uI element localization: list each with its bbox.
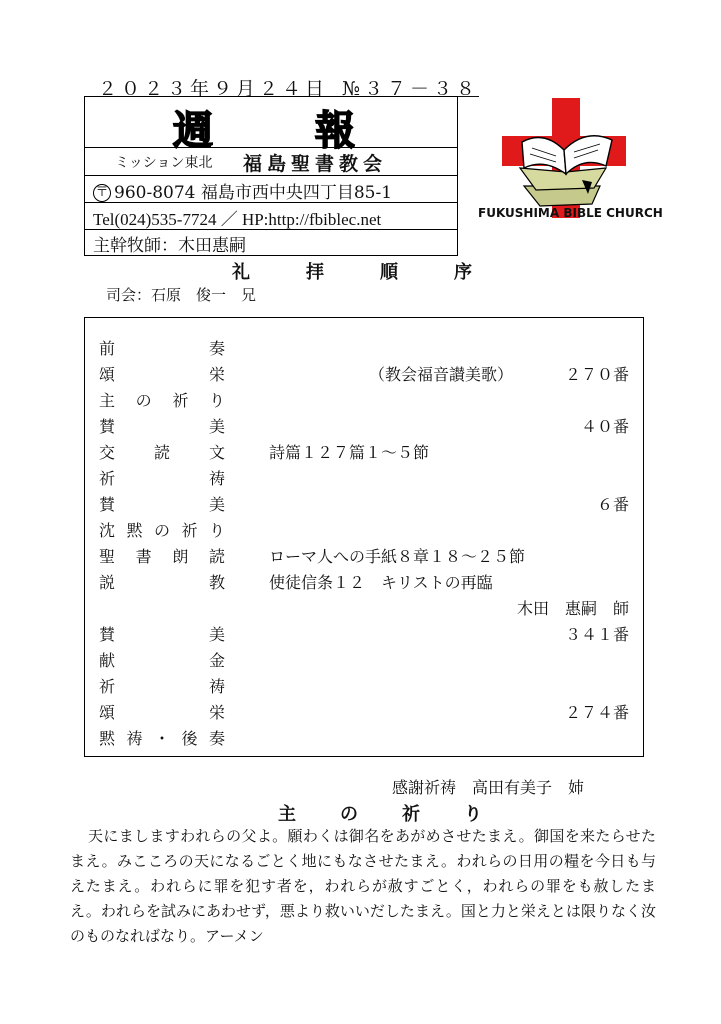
presider: 司会：石原 俊一 兄 (106, 286, 257, 304)
title-char-2: 報 (315, 108, 355, 154)
order-item-detail: ローマ人への手紙８章１８～２５節 (269, 547, 526, 566)
order-item (99, 362, 629, 384)
pastor-row (85, 230, 457, 255)
pastor-name: 主幹牧師：木田惠嗣 (93, 236, 246, 256)
order-item (99, 570, 629, 592)
order-item-number: ６番 (596, 495, 629, 514)
contact-text: Tel(024)535-7724 ／ HP:http://fbiblec.net (93, 210, 382, 229)
order-item-note: （教会福音讃美歌） (369, 365, 514, 384)
title-char-1: 週 (173, 108, 213, 154)
logo-text: FUKUSHIMA BIBLE CHURCH (478, 206, 663, 220)
order-item-label: 聖 書 朗 読 (99, 547, 225, 566)
order-item-label: 主 の 祈 り (99, 391, 225, 410)
mission-name: ミッション東北 (115, 155, 213, 171)
order-item (99, 414, 629, 436)
order-item-detail: 詩篇１２７篇１～５節 (269, 443, 430, 462)
address-text: 960-8074 福島市西中央四丁目85-1 (114, 183, 393, 203)
order-item (99, 388, 629, 410)
order-item-detail: 使徒信条１２ キリストの再臨 (269, 573, 493, 592)
order-item (99, 674, 629, 696)
order-item (99, 492, 629, 514)
service-order-title: 礼拝順序 (232, 262, 528, 283)
order-item-label: 頌 栄 (99, 365, 225, 384)
order-item-label: 頌 栄 (99, 703, 225, 722)
order-item-label: 交 読 文 (99, 443, 225, 462)
order-item (99, 466, 629, 488)
order-item-label: 賛 美 (99, 417, 225, 436)
order-item-label: 祈 祷 (99, 469, 225, 488)
address (93, 178, 392, 203)
lords-prayer-title: 主の祈り (278, 804, 526, 825)
order-item-label: 沈 黙 の 祈 り (99, 521, 225, 540)
order-item-label: 前 奏 (99, 339, 225, 358)
order-item-label: 賛 美 (99, 625, 225, 644)
contact-row (85, 203, 457, 230)
thanksgiving-prayer: 感謝祈祷 高田有美子 姉 (392, 778, 585, 797)
issue-number: №３７－３８ (342, 78, 479, 100)
church-name: 福島聖書教会 (243, 153, 388, 175)
order-item (99, 700, 629, 722)
postal-icon: 〒 (93, 184, 111, 202)
order-item (99, 648, 629, 670)
service-order-box (84, 317, 644, 757)
order-item-number: ４０番 (580, 417, 629, 436)
order-item-label: 説 教 (99, 573, 225, 592)
order-item (99, 596, 629, 618)
lords-prayer-text: 天にましますわれらの父よ。願わくは御名をあがめさせたまえ。御国を来たらせたまえ。みこころの天になるごとく地にもなさせたまえ。われらの日用の糧を今日も与えたまえ。われらに罪を犯す者を，われらが赦すごとく，われらの罪をも赦したまえ。われらを試みにあわせず，悪より救いいだしたまえ。国と力と栄えとは限りなく汝のものなればなり。アーメン (70, 827, 656, 945)
order-item (99, 518, 629, 540)
order-item (99, 440, 629, 462)
order-item-label: 黙 祷 ・ 後 奏 (99, 729, 225, 748)
address-row (85, 176, 457, 203)
order-item-label: 祈 祷 (99, 677, 225, 696)
title-row (85, 97, 457, 154)
order-item (99, 544, 629, 566)
order-item-label: 献 金 (99, 651, 225, 670)
order-item (99, 622, 629, 644)
church-row (85, 148, 457, 176)
order-item (99, 726, 629, 748)
order-item-label: 賛 美 (99, 495, 225, 514)
order-item (99, 336, 629, 358)
order-item-number: ２７０番 (564, 365, 629, 384)
bulletin-header-box (84, 96, 458, 256)
order-item-number: 木田 惠嗣 師 (516, 599, 629, 618)
order-item-number: ２７４番 (564, 703, 629, 722)
order-item-number: ３４１番 (564, 625, 629, 644)
date-text: ２０２３年９月２４日 (98, 78, 329, 100)
